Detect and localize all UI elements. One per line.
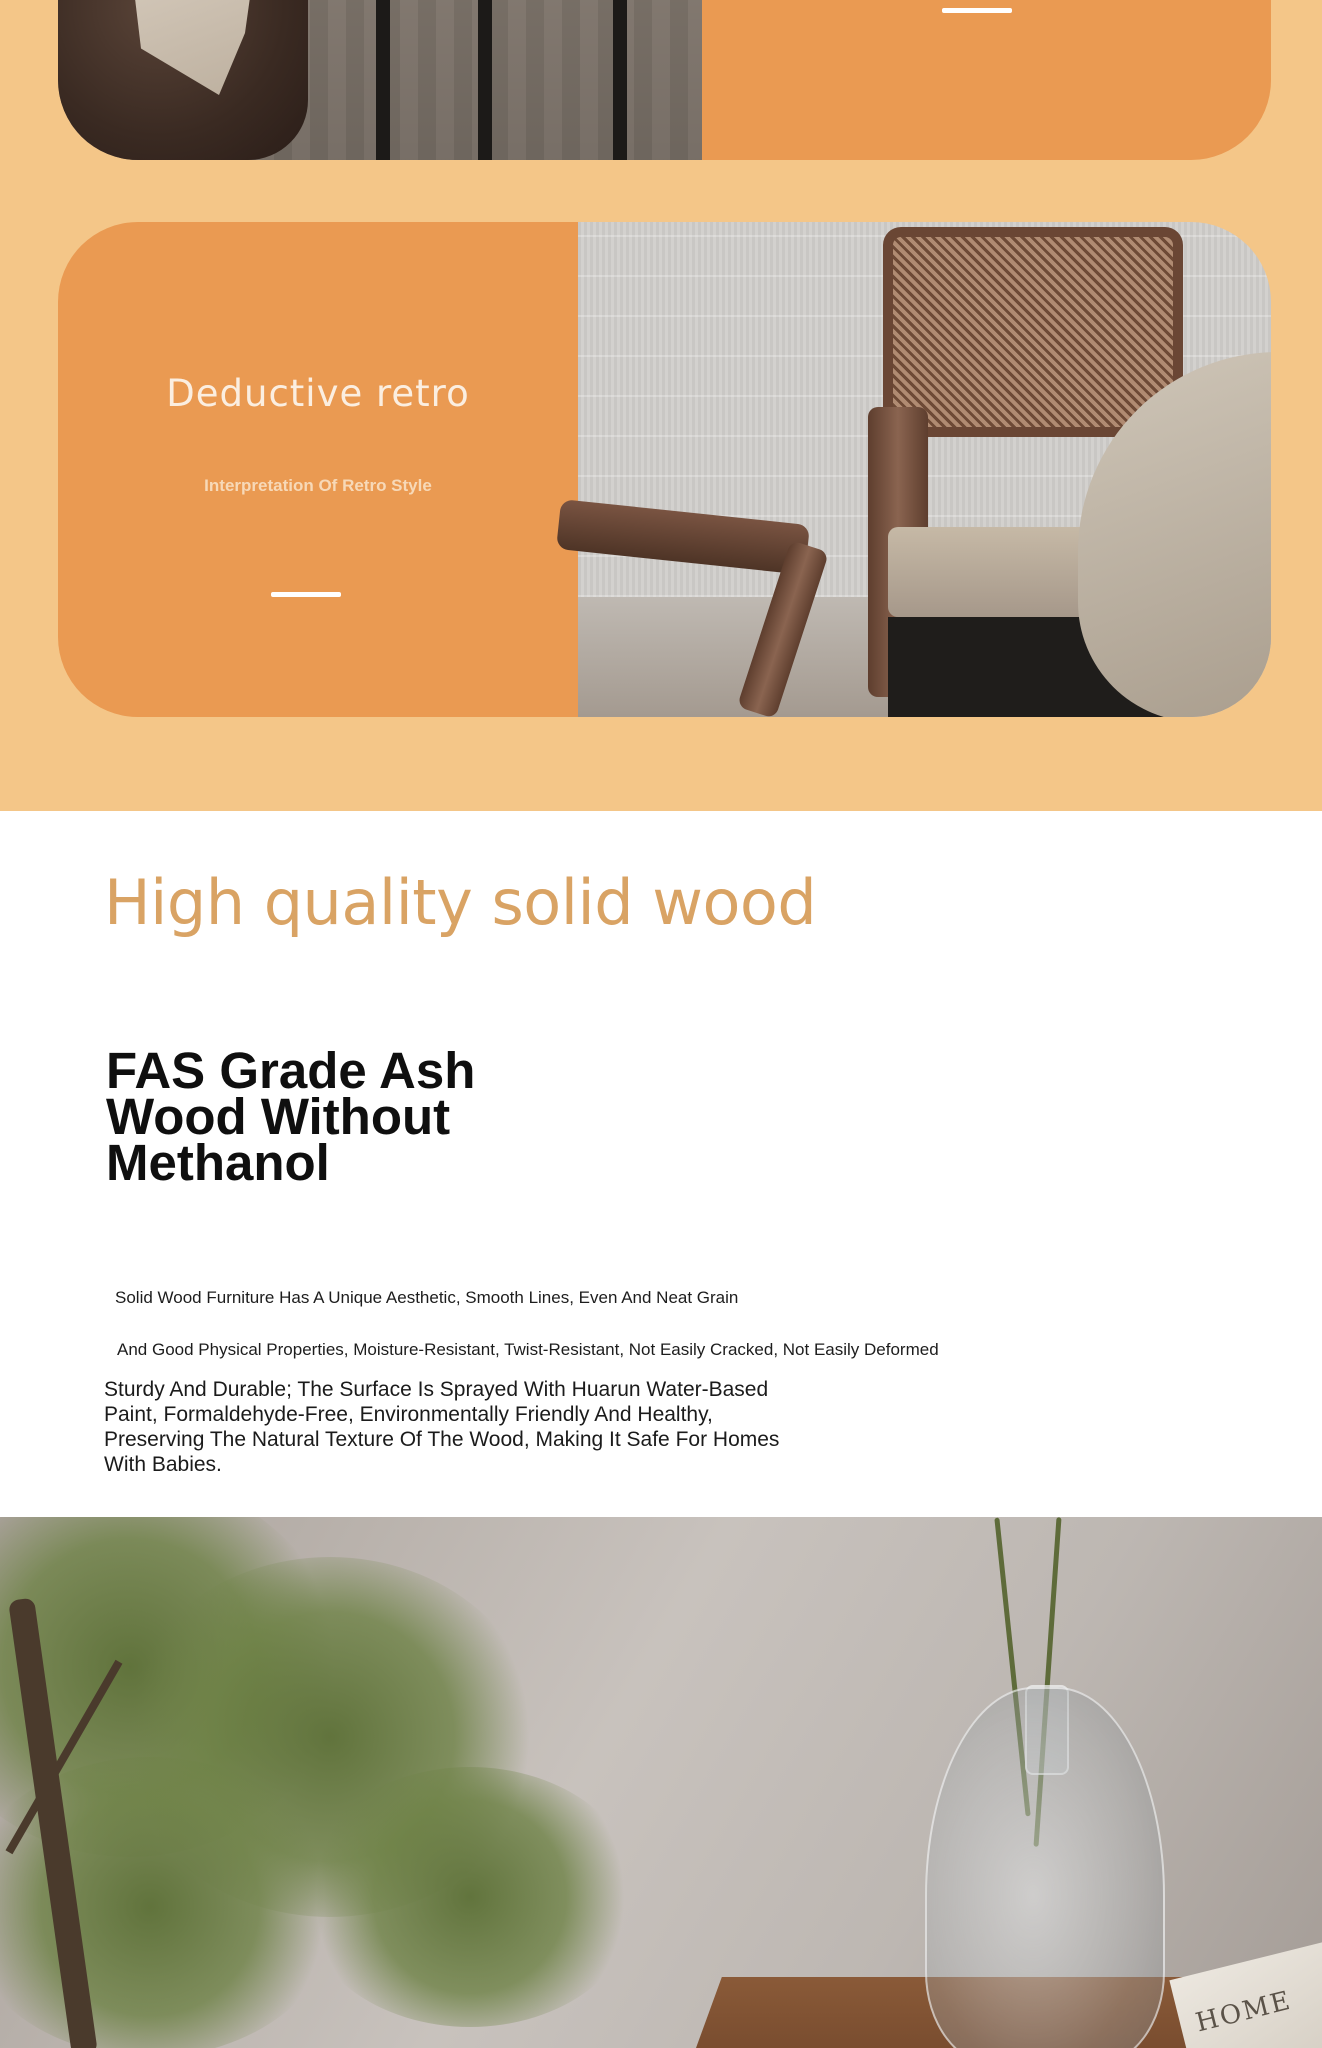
glass-vase-image bbox=[925, 1687, 1165, 2048]
dining-style-card bbox=[58, 0, 1271, 160]
chair-leg-image bbox=[376, 0, 390, 160]
section-heading: High quality solid wood bbox=[104, 866, 817, 939]
retro-card-title: Deductive retro bbox=[166, 372, 470, 415]
chair-leg-image bbox=[613, 0, 627, 160]
retro-text-panel bbox=[58, 222, 578, 717]
feature-line-2: And Good Physical Properties, Moisture-Resistant, Twist-Resistant, Not Easily Cracked, Not Easily Deformed bbox=[117, 1340, 939, 1359]
divider-bar bbox=[271, 592, 341, 597]
rattan-chair-photo bbox=[578, 222, 1271, 717]
book-cover-text: HOME bbox=[1192, 1985, 1295, 2039]
showcase-band bbox=[0, 0, 1322, 811]
rattan-backrest-image bbox=[883, 227, 1183, 437]
divider-bar bbox=[942, 8, 1012, 13]
lifestyle-photo bbox=[0, 1517, 1322, 2048]
feature-paragraph: Sturdy And Durable; The Surface Is Sprayed With Huarun Water-Based Paint, Formaldehyde-Free, Environmentally Friendly And Healthy, Preserving The Natural Texture Of The Wood, Making It Safe For Homes With Babies. bbox=[104, 1378, 780, 1476]
retro-card-subtitle: Interpretation Of Retro Style bbox=[204, 476, 432, 495]
chair-leg-image bbox=[478, 0, 492, 160]
feature-line-1: Solid Wood Furniture Has A Unique Aesthetic, Smooth Lines, Even And Neat Grain bbox=[115, 1288, 739, 1307]
second-chair-armrest-image bbox=[556, 499, 810, 575]
retro-style-card bbox=[58, 222, 1271, 717]
foliage-image bbox=[300, 1767, 640, 2027]
dining-text-panel bbox=[702, 0, 1271, 160]
product-feature-title: FAS Grade Ash Wood Without Methanol bbox=[106, 1042, 476, 1191]
dining-chair-photo bbox=[58, 0, 702, 160]
book-image bbox=[1169, 1937, 1322, 2048]
